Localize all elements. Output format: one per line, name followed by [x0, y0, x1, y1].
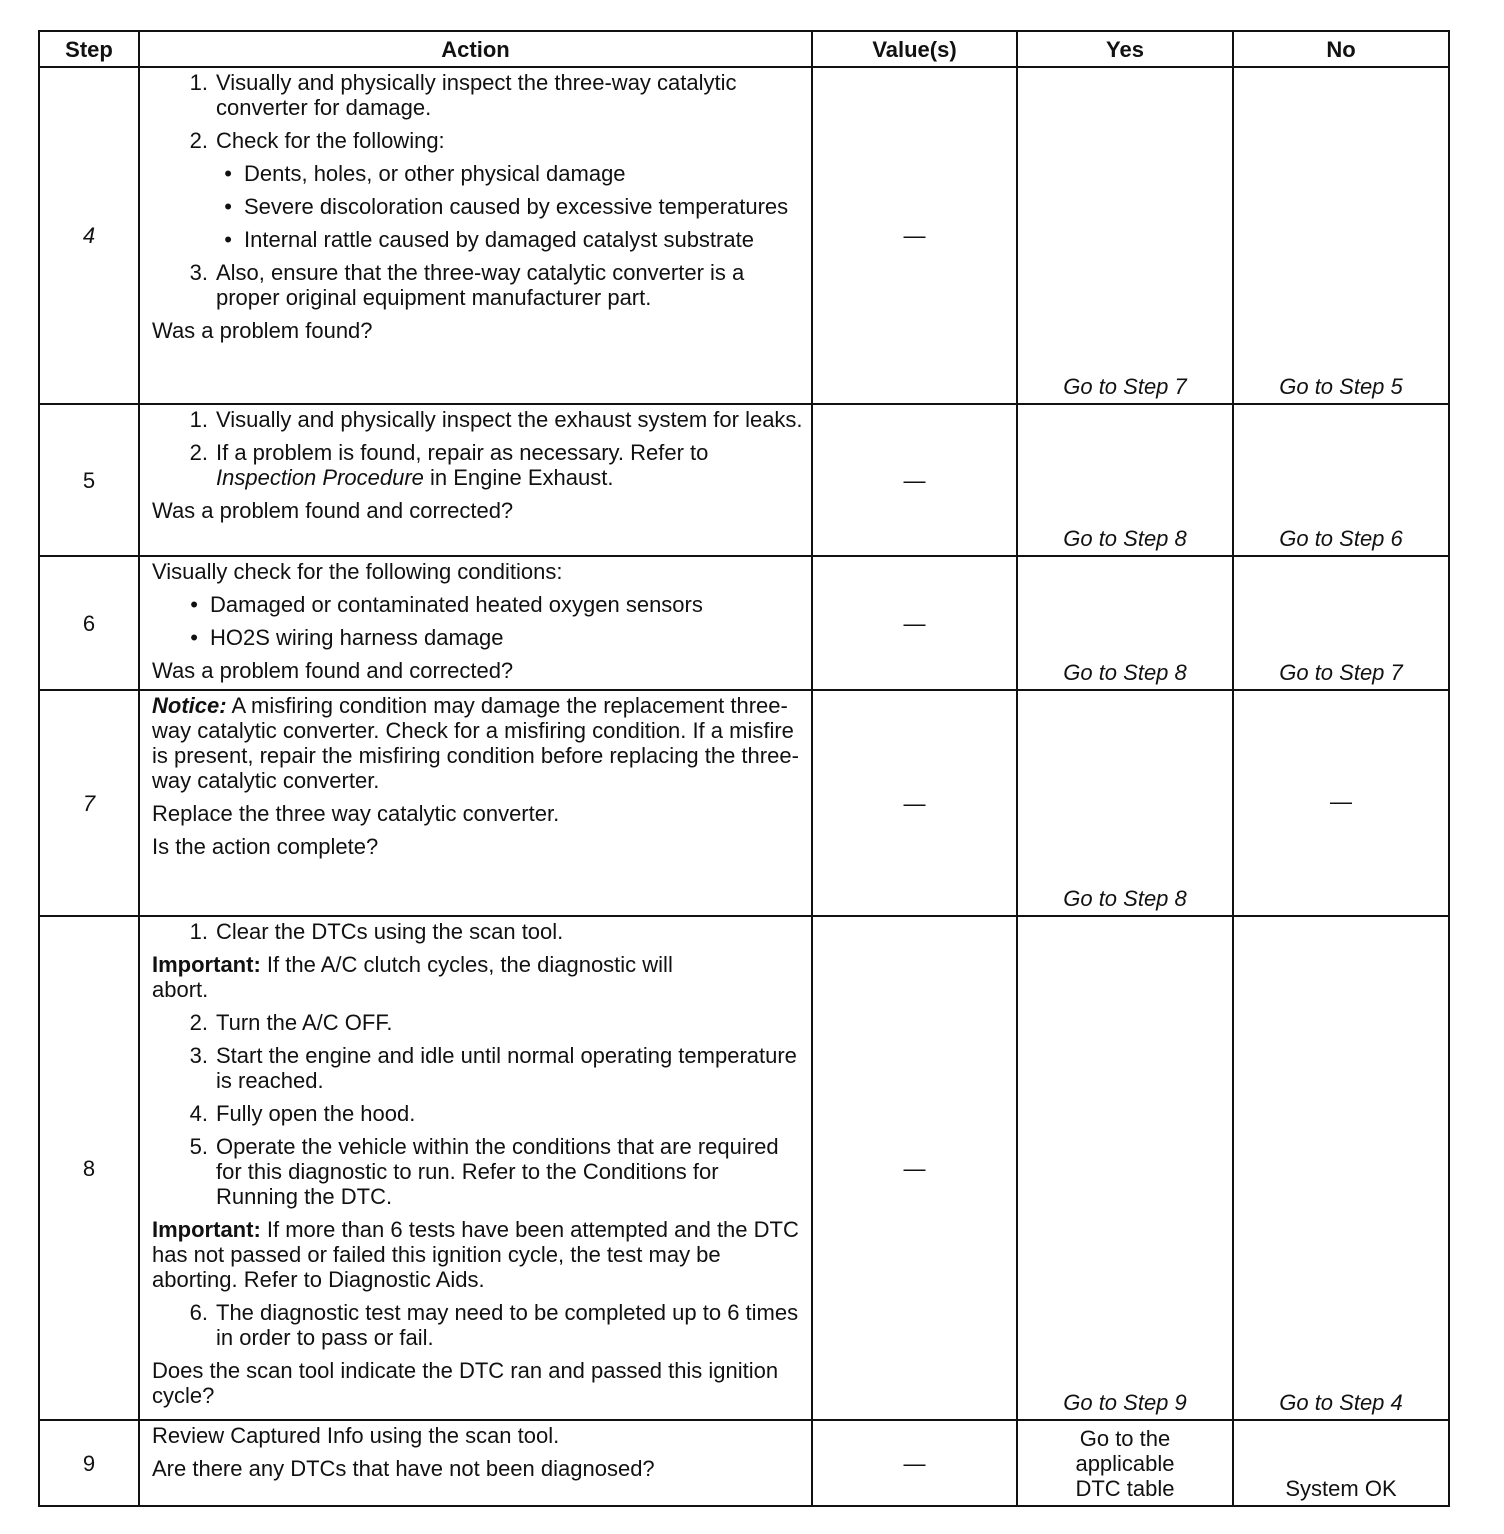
procedure-reference: Inspection Procedure	[216, 465, 424, 490]
item-number: 1.	[189, 407, 208, 432]
yes-cell: Go to Step 8	[1017, 404, 1233, 556]
bullet-item	[152, 194, 803, 219]
item-text: Check for the following:	[216, 128, 445, 153]
bullet-icon: •	[190, 592, 198, 617]
value-cell: —	[812, 690, 1017, 916]
list-item	[152, 1134, 803, 1209]
yes-text: Go to the applicable DTC table	[1075, 1426, 1175, 1501]
item-number: 1.	[189, 919, 208, 944]
item-text-part: in Engine Exhaust.	[423, 465, 614, 490]
step-number: 9	[39, 1420, 139, 1506]
list-item	[152, 70, 803, 120]
item-text: Operate the vehicle within the conditions that are required for this diagnostic to run. Refer to the Conditions for Running the DTC.	[216, 1134, 779, 1209]
action-cell	[139, 67, 812, 404]
item-number: 3.	[189, 260, 208, 285]
item-number: 4.	[189, 1101, 208, 1126]
item-text: Also, ensure that the three-way catalytic converter is a proper original equipment manufacturer part.	[216, 260, 745, 310]
action-cell	[139, 404, 812, 556]
important-body: If the A/C clutch cycles, the diagnostic will abort.	[152, 952, 673, 1002]
instruction-text: Review Captured Info using the scan tool.	[152, 1423, 560, 1448]
header-values: Value(s)	[812, 31, 1017, 67]
item-number: 5.	[189, 1134, 208, 1159]
table-row-step-6	[39, 556, 1449, 690]
no-cell: Go to Step 4	[1233, 916, 1449, 1420]
item-text: Turn the A/C OFF.	[216, 1010, 393, 1035]
list-item	[152, 440, 803, 490]
value-cell: —	[812, 404, 1017, 556]
no-cell: Go to Step 6	[1233, 404, 1449, 556]
item-text: The diagnostic test may need to be completed up to 6 times in order to pass or fail.	[216, 1300, 799, 1350]
bullet-item	[152, 592, 803, 617]
yes-cell	[1017, 1420, 1233, 1506]
header-action: Action	[139, 31, 812, 67]
item-text: Dents, holes, or other physical damage	[244, 161, 626, 186]
important-label: Important:	[152, 952, 261, 977]
list-item	[152, 1300, 803, 1350]
list-item	[152, 1010, 803, 1035]
bullet-icon: •	[224, 227, 232, 252]
item-text: Clear the DTCs using the scan tool.	[216, 919, 564, 944]
item-text: Damaged or contaminated heated oxygen sensors	[210, 592, 703, 617]
bullet-icon: •	[224, 161, 232, 186]
value-cell: —	[812, 556, 1017, 690]
item-text	[216, 440, 803, 490]
item-number: 6.	[189, 1300, 208, 1325]
item-text: Severe discoloration caused by excessive temperatures	[244, 194, 789, 219]
value-cell: —	[812, 1420, 1017, 1506]
no-cell: System OK	[1233, 1420, 1449, 1506]
yes-cell: Go to Step 8	[1017, 690, 1233, 916]
header-no: No	[1233, 31, 1449, 67]
item-text: Start the engine and idle until normal operating temperature is reached.	[216, 1043, 797, 1093]
step-number: 8	[39, 916, 139, 1420]
question-text: Was a problem found and corrected?	[152, 658, 514, 683]
item-number: 2.	[189, 440, 208, 465]
question-text: Are there any DTCs that have not been diagnosed?	[152, 1456, 655, 1481]
important-text	[152, 952, 803, 1002]
bullet-item	[152, 227, 803, 252]
table-row-step-8	[39, 916, 1449, 1420]
bullet-item	[152, 625, 803, 650]
instruction-text: Replace the three way catalytic converter.	[152, 801, 560, 826]
list-item	[152, 1101, 803, 1126]
action-cell	[139, 690, 812, 916]
table-row-step-9	[39, 1420, 1449, 1506]
diagnostic-table	[38, 30, 1450, 1507]
item-text: Fully open the hood.	[216, 1101, 416, 1126]
bullet-icon: •	[224, 194, 232, 219]
list-item	[152, 128, 803, 153]
no-cell: Go to Step 7	[1233, 556, 1449, 690]
list-item	[152, 919, 803, 944]
important-text	[152, 1217, 803, 1292]
action-cell	[139, 1420, 812, 1506]
header-yes: Yes	[1017, 31, 1233, 67]
question-text: Was a problem found?	[152, 318, 373, 343]
item-number: 2.	[189, 1010, 208, 1035]
value-cell: —	[812, 916, 1017, 1420]
notice-label: Notice:	[152, 693, 227, 718]
item-text: Internal rattle caused by damaged catalyst substrate	[244, 227, 754, 252]
action-cell	[139, 916, 812, 1420]
yes-cell: Go to Step 9	[1017, 916, 1233, 1420]
notice-body: A misfiring condition may damage the replacement three-way catalytic converter. Check for a misfiring condition. If a misfire is present, repair the misfiring condition before replacing the three-way catalytic converter.	[152, 693, 799, 793]
important-body: If more than 6 tests have been attempted and the DTC has not passed or failed this ignition cycle, the test may be aborting. Refer to Diagnostic Aids.	[152, 1217, 799, 1292]
intro-text: Visually check for the following conditions:	[152, 559, 563, 584]
header-step: Step	[39, 31, 139, 67]
question-text: Does the scan tool indicate the DTC ran and passed this ignition cycle?	[152, 1358, 779, 1408]
step-number: 6	[39, 556, 139, 690]
question-text: Was a problem found and corrected?	[152, 498, 514, 523]
header-row	[39, 31, 1449, 67]
list-item	[152, 260, 803, 310]
no-cell: Go to Step 5	[1233, 67, 1449, 404]
item-text: Visually and physically inspect the exhaust system for leaks.	[216, 407, 803, 432]
bullet-icon: •	[190, 625, 198, 650]
step-number: 5	[39, 404, 139, 556]
item-text: HO2S wiring harness damage	[210, 625, 504, 650]
value-cell: —	[812, 67, 1017, 404]
item-text: Visually and physically inspect the three-way catalytic converter for damage.	[216, 70, 737, 120]
table-row-step-7	[39, 690, 1449, 916]
yes-cell: Go to Step 7	[1017, 67, 1233, 404]
table-row-step-4	[39, 67, 1449, 404]
question-text: Is the action complete?	[152, 834, 379, 859]
list-item	[152, 407, 803, 432]
step-number: 7	[39, 690, 139, 916]
bullet-item	[152, 161, 803, 186]
notice-text	[152, 693, 803, 793]
action-cell	[139, 556, 812, 690]
yes-cell: Go to Step 8	[1017, 556, 1233, 690]
no-cell: —	[1233, 690, 1449, 916]
step-number: 4	[39, 67, 139, 404]
important-label: Important:	[152, 1217, 261, 1242]
list-item	[152, 1043, 803, 1093]
item-number: 1.	[189, 70, 208, 95]
item-number: 3.	[189, 1043, 208, 1068]
item-number: 2.	[189, 128, 208, 153]
table-row-step-5	[39, 404, 1449, 556]
item-text-part: If a problem is found, repair as necessary. Refer to	[216, 440, 709, 465]
